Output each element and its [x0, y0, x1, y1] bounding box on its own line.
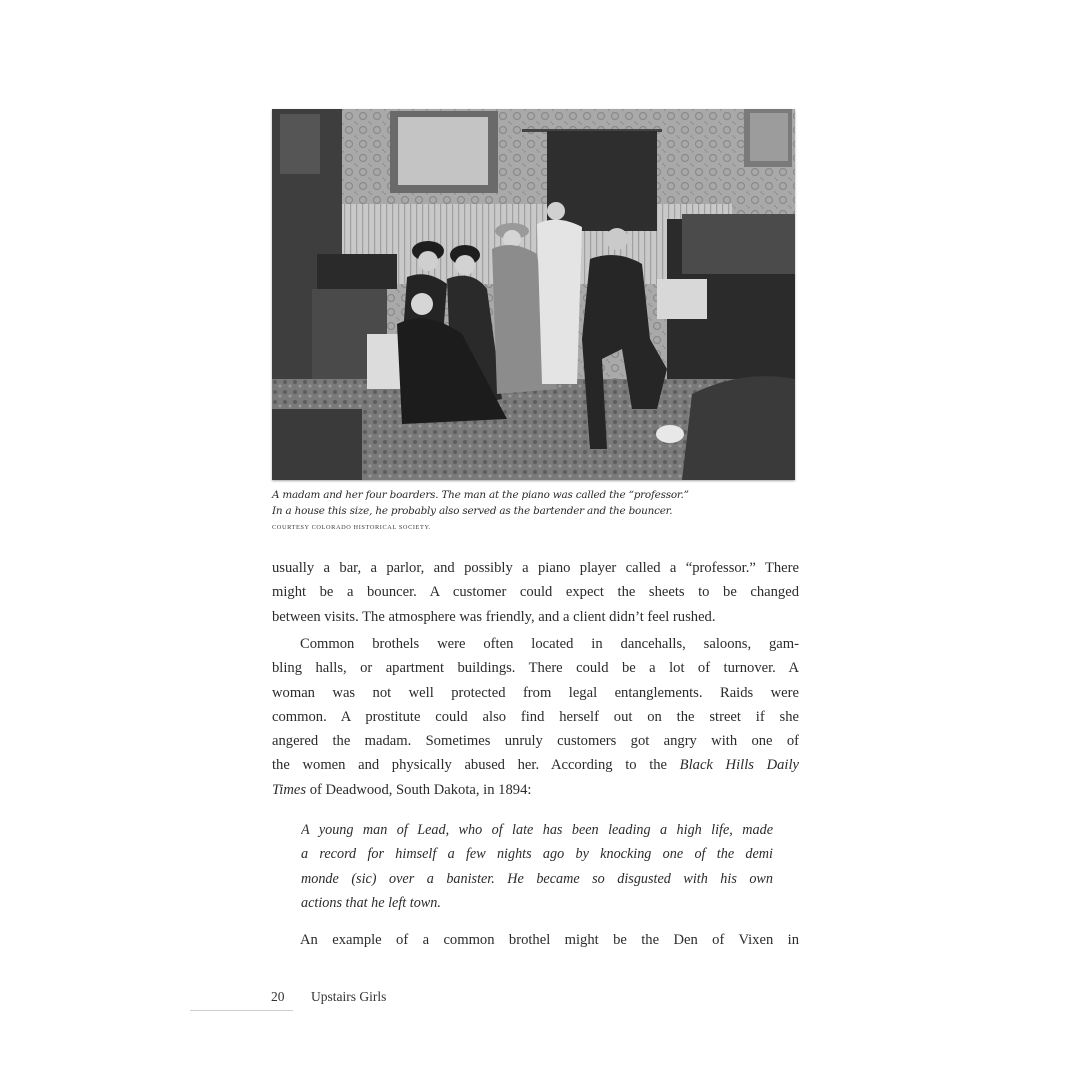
- page-number: 20: [271, 989, 285, 1004]
- newspaper-title: Black Hills Daily: [679, 757, 799, 774]
- paragraph-3: [272, 928, 799, 952]
- footer-rule: [190, 1010, 293, 1011]
- text-line: woman was not well protected from legal entanglements. Raids were: [272, 684, 799, 701]
- paragraph-2: [272, 632, 799, 802]
- historical-photograph: [272, 109, 795, 480]
- text-run: the women and physically abused her. According to the: [272, 757, 680, 774]
- text-line: might be a bouncer. A customer could expect the sheets to be changed: [272, 584, 799, 601]
- text-line: between visits. The atmosphere was friendly, and a client didn’t feel rushed.: [272, 608, 716, 625]
- text-line: common. A prostitute could also find herself out on the street if she: [272, 708, 799, 725]
- text-line: usually a bar, a parlor, and possibly a piano player called a “professor.” There: [272, 560, 799, 576]
- text-run: of Deadwood, South Dakota, in 1894:: [306, 781, 532, 798]
- quote-line: A young man of Lead, who of late has been leading a high life, made: [301, 822, 773, 838]
- caption-line: A madam and her four boarders. The man at the piano was called the “professor.”: [272, 489, 689, 501]
- photo-image: [272, 109, 795, 480]
- text-line: Common brothels were often located in dancehalls, saloons, gam-: [300, 636, 799, 652]
- text-line: [272, 778, 799, 802]
- quote-line: monde (sic) over a banister. He became so disgusted with his own: [301, 870, 773, 887]
- text-line: An example of a common brothel might be the Den of Vixen in: [300, 932, 799, 948]
- running-head: Upstairs Girls: [311, 989, 387, 1004]
- quote-line: actions that he left town.: [301, 895, 441, 912]
- caption-line: In a house this size, he probably also served as the bartender and the bouncer.: [272, 505, 673, 517]
- photo-credit: COURTESY COLORADO HISTORICAL SOCIETY.: [272, 524, 431, 531]
- quote-line: a record for himself a few nights ago by knocking one of the demi: [301, 846, 773, 863]
- paragraph-1: [272, 556, 799, 629]
- block-quote: [301, 818, 773, 916]
- text-line: angered the madam. Sometimes unruly customers got angry with one of: [272, 733, 799, 750]
- text-line: [272, 753, 799, 777]
- text-line: bling halls, or apartment buildings. There could be a lot of turnover. A: [272, 660, 799, 677]
- photo-caption: [272, 487, 802, 519]
- newspaper-title: Times: [272, 781, 307, 798]
